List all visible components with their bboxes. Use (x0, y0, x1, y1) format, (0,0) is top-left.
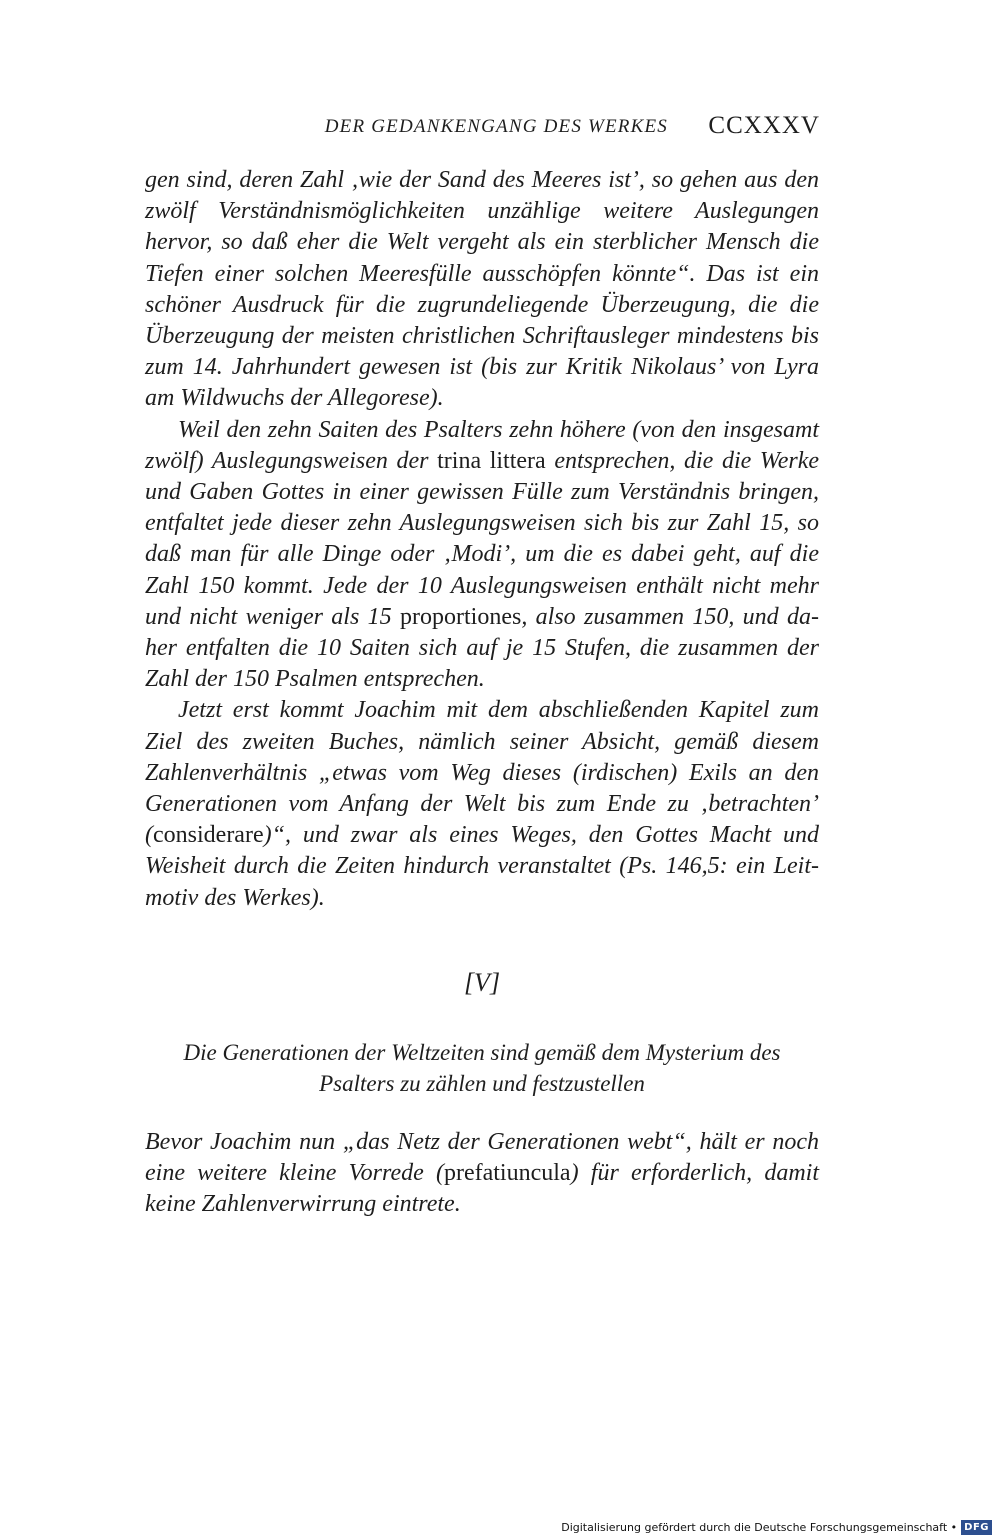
running-title: DER GEDANKENGANG DES WERKES (324, 116, 668, 137)
running-head (145, 112, 820, 144)
section-body (145, 1127, 819, 1221)
paragraph-text: Weil den zehn Saiten des Psalters zehn höhere (von den insgesamt zwölf) Auslegungsweisen der (145, 416, 819, 474)
dfg-logo-icon: DFG (961, 1520, 992, 1535)
section-number: [V] (463, 968, 501, 997)
paragraph (145, 415, 819, 696)
paragraph-text: )“, und zwar als eines Weges, den Gottes Macht und Weisheit durch die Zeiten hindurch veranstaltet (Ps. 146,5: ein Leitmotiv des Werkes). (145, 822, 819, 911)
paragraph (145, 1127, 819, 1221)
section-heading-line: Psalters zu zählen und festzustellen (319, 1071, 645, 1096)
paragraph-text: , also zusammen 150, und daher entfalten die 10 Saiten sich auf je 15 Stufen, die zusammen der Zahl der 150 Psalmen entsprechen. (145, 603, 819, 693)
paragraph (145, 165, 819, 415)
credit-text: Digitalisierung gefördert durch die Deutsche Forschungsgemeinschaft • (561, 1520, 958, 1534)
paragraph-text: gen sind, deren Zahl ‚wie der Sand des Meeres ist’, so gehen aus den zwölf Verständnismöglichkeiten unzählige weitere Auslegungen hervor, so daß eher die Welt vergeht als ein sterblicher Mensch die Tiefen einer solchen Meeresfülle ausschöpfen könnte“. Das ist ein schöner Ausdruck für die zugrundeliegende Überzeugung, die die Überzeugung der meisten christlichen Schriftausleger mindestens bis zum 14. Jahrhundert gewesen ist (bis zur Kritik Nikolaus’ von Lyra am Wildwuchs der Allegorese). (145, 167, 819, 412)
section-heading (145, 1037, 819, 1099)
paragraph-text: Bevor Joachim nun „das Netz der Generationen webt“, hält er noch eine weitere kleine Vorrede ( (145, 1129, 819, 1187)
latin-term: considerare (153, 822, 264, 849)
body-text (145, 165, 819, 914)
paragraph-text: Jetzt erst kommt Joachim mit dem abschließenden Kapitel zum Ziel des zweiten Buches, nämlich seiner Absicht, gemäß diesem Zahlenverhältnis „etwas vom Weg dieses (irdischen) Exils an den Generationen vom Anfang der Welt bis zum Ende zu ‚betrachten’ ( (145, 697, 819, 849)
digitization-credit (561, 1518, 992, 1536)
paragraph (145, 695, 819, 913)
paragraph-text: entsprechen, die die Werke und Gaben Gottes in einer gewissen Fülle zum Verständnis bringen, entfaltet jede dieser zehn Auslegungsweisen sich bis zur Zahl 15, so daß man für alle Dinge oder ‚Modi’, um die es dabei geht, auf die Zahl 150 kommt. Jede der 10 Auslegungsweisen enthält nicht mehr und nicht weniger als 15 (145, 447, 819, 630)
page-number: CCXXXV (708, 112, 820, 139)
section-heading-line: Die Generationen der Weltzeiten sind gemäß dem Mysterium des (183, 1040, 781, 1065)
latin-term: trina littera (437, 447, 546, 474)
latin-term: proportiones (400, 603, 522, 630)
latin-term: prefatiuncula (443, 1160, 571, 1187)
paragraph-text: ) für erforderlich, damit keine Zahlenverwirrung eintrete. (145, 1160, 819, 1218)
